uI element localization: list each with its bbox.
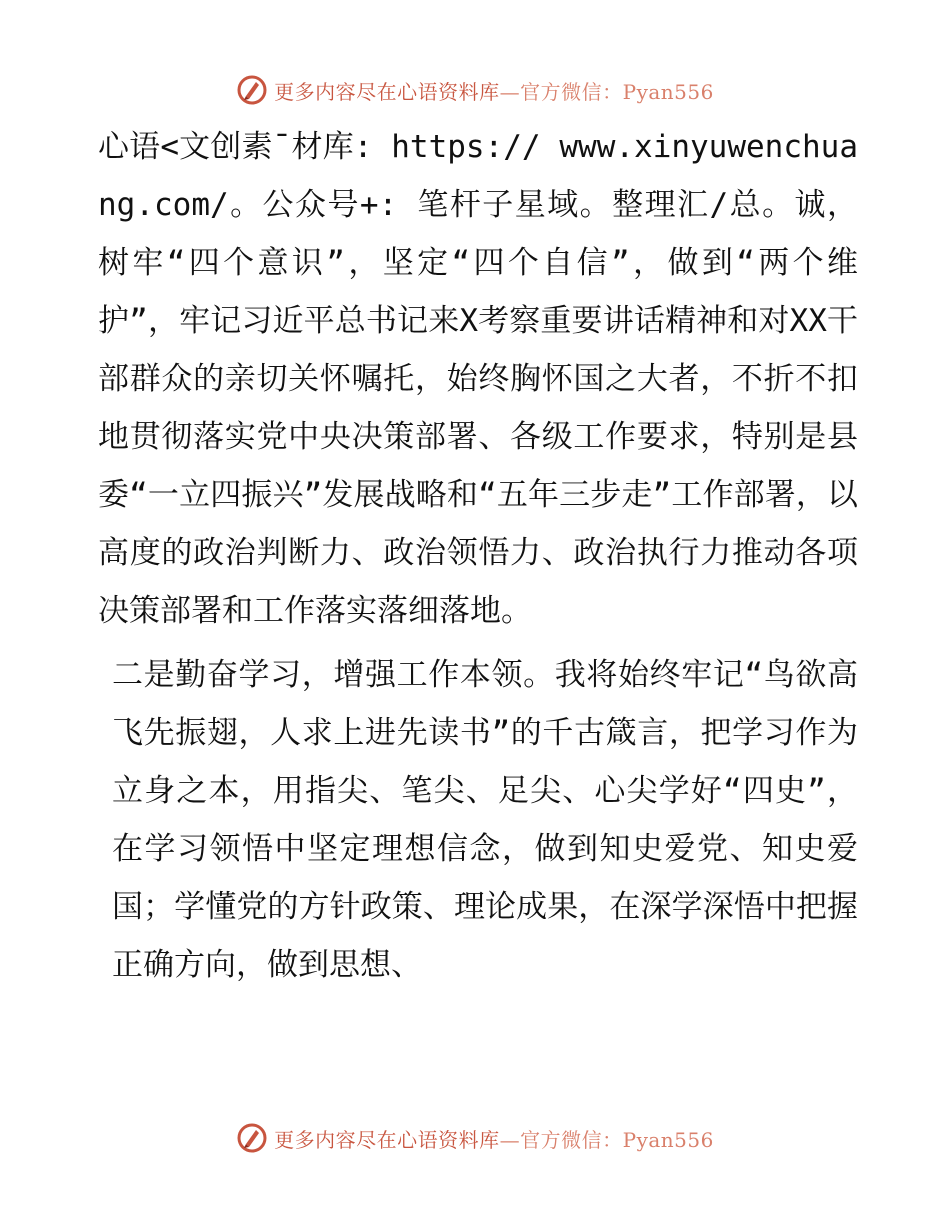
footer-banner-inner	[236, 1122, 714, 1154]
document-body	[98, 118, 858, 994]
brand-logo-icon	[236, 1122, 268, 1154]
footer-banner	[0, 1118, 950, 1158]
header-banner-inner	[236, 74, 714, 106]
footer-banner-text	[274, 1124, 714, 1153]
footer-wechat-text: 官方微信：Pyan556	[520, 1127, 714, 1152]
paragraph-1: 心语<文创素¯材库: https:// www.xinyuwenchuang.com/。公众号+: 笔杆子星域。整理汇/总。诚，树牢“四个意识”，坚定“四个自信”，做到“两个维护”，牢记习近平总书记来X考察重要讲话精神和对XX干部群众的亲切关怀嘱托，始终胸怀国之大者，不折不扣地贯彻落实党中央决策部署、各级工作要求，特别是县委“一立四振兴”发展战略和“五年三步走”工作部署，以高度的政治判断力、政治领悟力、政治执行力推动各项决策部署和工作落实落细落地。	[98, 129, 858, 629]
header-brand-text: 更多内容尽在心语资料库	[274, 79, 500, 104]
header-wechat-text: 官方微信：Pyan556	[520, 79, 714, 104]
footer-separator: —	[499, 1127, 521, 1152]
header-banner-text	[274, 76, 714, 105]
header-banner	[0, 70, 950, 110]
brand-logo-icon	[236, 74, 268, 106]
footer-brand-text: 更多内容尽在心语资料库	[274, 1127, 500, 1152]
paragraph-2: 二是勤奋学习，增强工作本领。我将始终牢记“鸟欲高飞先振翅，人求上进先读书”的千古箴言，把学习作为立身之本，用指尖、笔尖、足尖、心尖学好“四史”，在学习领悟中坚定理想信念，做到知史爱党、知史爱国；学懂党的方针政策、理论成果，在深学深悟中把握正确方向，做到思想、	[112, 657, 858, 983]
header-separator: —	[499, 79, 521, 104]
